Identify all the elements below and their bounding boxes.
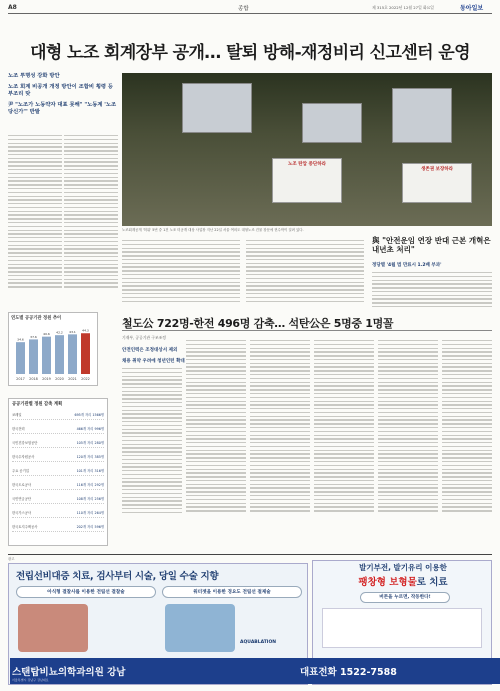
protest-banner: 생존권 보장하라: [402, 163, 472, 203]
chart-bar: [68, 334, 77, 374]
chart-tick-label: 2021: [68, 377, 77, 381]
table-cell-value: 108개 자리 256명: [76, 497, 104, 501]
table-cell-value: 116개 자리 292명: [76, 483, 104, 487]
protest-banner: 노조 탄압 중단하라: [272, 158, 342, 203]
chart-value-label: 34.6: [17, 337, 24, 342]
body-text-col6: [186, 340, 246, 512]
table-cell-org: 국민연금공단: [12, 497, 32, 501]
table-cell-value: 105개 자리 280명: [76, 441, 104, 445]
ad-procedure-1: 아식형 결찰사를 이용한 전립선 결찰술: [16, 586, 156, 598]
chart-tick-label: 2019: [42, 377, 51, 381]
photo-caption: 노조회계공개 '허위' 5번 중 1건 노조 미공개 대상 사업장 지난 22일 서울 여의도 대형노조 건물 창문에 현수막이 걸려 있다.: [122, 228, 304, 232]
chart-bar: [42, 337, 51, 374]
table-cell-org: 국민건강보험공단: [12, 441, 38, 445]
side-body-text: [372, 272, 492, 307]
side-subhead: 정당별 '4월 법 만료시 1.2배 부과': [372, 263, 442, 268]
chart-value-label: 42.2: [56, 330, 63, 335]
table-cell-org: 코레일: [12, 413, 22, 417]
header-rule: [8, 13, 492, 14]
table-row: [12, 412, 104, 420]
table-row: [12, 510, 104, 518]
medical-illustration: [18, 604, 88, 652]
page-number: A8: [8, 4, 17, 11]
chart-tick-label: 2022: [81, 377, 90, 381]
clinic-name: 스탠탑비뇨의학과의원 강남: [12, 667, 126, 678]
chart-bar: [81, 333, 90, 374]
chart-bar: [16, 342, 25, 374]
chart-value-label: 44.3: [82, 328, 89, 333]
ad-label: 광고: [8, 557, 15, 561]
table-row: [12, 454, 104, 462]
chart-value-label: 37.6: [30, 334, 37, 339]
table-cell-org: 한국가스공사: [12, 511, 32, 515]
table-cell-org: 한국전력: [12, 427, 25, 431]
second-byline: 기재부, 공공기관 구조조정: [122, 335, 166, 340]
ad-right-pill: 버튼을 누르면, 작동한다!: [360, 592, 450, 603]
table-cell-value: 202개 자리 596명: [76, 525, 104, 529]
second-subhead-a: 안전인력은 조정대상서 제외: [122, 348, 178, 353]
body-text-col3: [122, 240, 240, 302]
chart-tick-label: 2018: [29, 377, 38, 381]
body-text-col1: [8, 135, 62, 288]
building-window: [302, 103, 362, 143]
ad-left-headline: 전립선비대증 치료, 검사부터 시술, 당일 수술 지향: [16, 571, 219, 582]
masthead-logo: 동아일보: [460, 5, 484, 12]
body-text-col2: [64, 135, 118, 288]
clinic-phone[interactable]: 대표전화 1522-7588: [300, 667, 397, 678]
clinic-address: 서울특별시 강남구 강남대로: [12, 678, 49, 682]
table-cell-org: 한국도로공사: [12, 483, 32, 487]
table-cell-org: 주요 공기업: [12, 469, 29, 473]
table-row: [12, 496, 104, 504]
chart-tick-label: 2020: [55, 377, 64, 381]
device-name: AQUABLATION: [240, 640, 277, 645]
bar-chart: [10, 324, 96, 384]
chart-value-label: 43.1: [69, 329, 76, 334]
chart-tick-label: 2017: [16, 377, 25, 381]
table-row: [12, 482, 104, 490]
table-cell-value: 695개 자리 1566명: [74, 413, 104, 417]
news-photo: [122, 73, 492, 226]
body-text-col8: [314, 340, 374, 512]
subhead-2: 노조 회계 비공개 개정 방안이 조합비 횡령 등 부조리 탓: [8, 83, 114, 98]
side-headline: 與 "안전운임 연장 반대 근본 개혁은 내년초 처리": [372, 236, 491, 254]
table-cell-value: 101개 자리 316명: [76, 469, 104, 473]
table-cell-org: 한국수자원공사: [12, 455, 35, 459]
body-text-col10: [442, 340, 492, 512]
table-row: [12, 468, 104, 476]
headline-rule: [122, 330, 492, 331]
chart-title: 연도별 공공기관 정원 추이: [11, 316, 62, 321]
second-subhead-b: 채용 취약 우려에 청년인턴 확대: [122, 359, 185, 364]
table-cell-value: 110개 자리 264명: [76, 511, 104, 515]
main-headline: 대형 노조 회계장부 공개… 탈퇴 방해-재정비리 신고센터 운영: [30, 43, 470, 63]
table-row: [12, 524, 104, 532]
table-row: [12, 440, 104, 448]
chart-value-label: 40.6: [43, 332, 50, 337]
ad-right-suffix: 로 치료: [416, 577, 448, 588]
implant-illustration: [322, 608, 482, 648]
ad-procedure-2: 워터젯을 이용한 경요도 전립선 절제술: [162, 586, 302, 598]
building-window: [392, 88, 452, 143]
ad-divider: [8, 554, 492, 555]
body-text-col5: [122, 368, 182, 513]
table-cell-value: 466개 자리 996명: [76, 427, 104, 431]
body-text-col4: [246, 240, 364, 302]
subhead-3: 尹 "노조가 노동약자 대표 못해" "노동계 '노조 당신가'" 반발: [8, 101, 117, 116]
body-text-col7: [250, 340, 310, 512]
chart-bar: [55, 335, 64, 374]
left-subheads: [8, 73, 118, 117]
section-label: 종합: [238, 6, 249, 12]
ad-right-highlight: 팽창형 보형물: [358, 577, 417, 588]
table-cell-org: 한국토지주택공사: [12, 525, 38, 529]
second-headline: 철도公 722명-한전 496명 감축… 석탄公은 5명중 1명꼴: [122, 317, 394, 330]
table-row: [12, 426, 104, 434]
device-illustration: [165, 604, 235, 652]
body-text-col9: [378, 340, 438, 512]
issue-info: 제 315호 2022년 12월 27일 화요일: [372, 5, 434, 10]
table-cell-value: 120개 자리 385명: [76, 455, 104, 459]
building-window: [182, 83, 252, 133]
chart-bar: [29, 339, 38, 374]
ad-right-headline-1: 발기부전, 발기유리 이용한: [359, 563, 447, 572]
ad-right-headline-2: [318, 574, 488, 588]
table-title: 공공기관별 정원 감축 계획: [12, 402, 63, 407]
subhead-1: 노조 투명성 강화 방안: [8, 73, 60, 79]
